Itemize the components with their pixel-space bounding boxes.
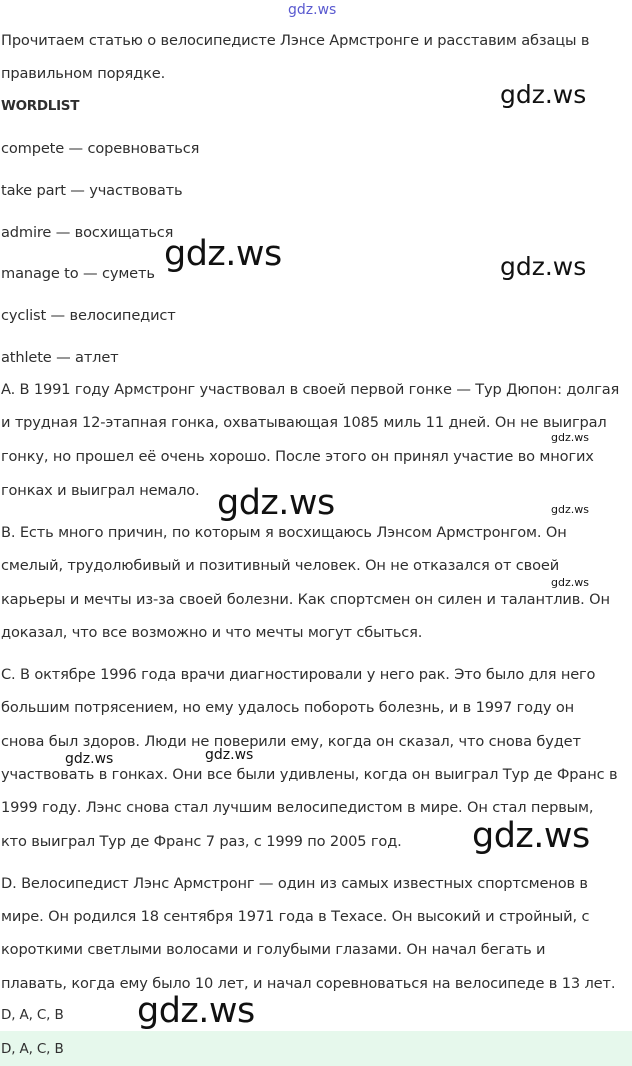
watermark: gdz.ws <box>551 431 589 444</box>
watermark: gdz.ws <box>205 747 254 763</box>
paragraph-d-line: D. Велосипедист Лэнс Армстронг — один из самых известных спортсменов в <box>1 875 588 892</box>
header-watermark: gdz.ws <box>288 2 337 18</box>
watermark: gdz.ws <box>500 252 587 281</box>
paragraph-c-line: большим потрясением, но ему удалось побороть болезнь, и в 1997 году он <box>1 699 575 716</box>
watermark: gdz.ws <box>65 751 114 767</box>
answer-text: D, A, C, B <box>1 1007 64 1023</box>
paragraph-a-line: гонках и выиграл немало. <box>1 482 200 499</box>
paragraph-a-line: A. В 1991 году Армстронг участвовал в своей первой гонке — Тур Дюпон: долгая <box>1 381 620 398</box>
watermark: gdz.ws <box>164 234 282 274</box>
paragraph-b-line: карьеры и мечты из-за своей болезни. Как спортсмен он силен и талантлив. Он <box>1 591 610 608</box>
wordlist-title: WORDLIST <box>1 98 80 114</box>
wordlist-item: manage to — суметь <box>1 265 155 282</box>
wordlist-item: athlete — атлет <box>1 349 119 366</box>
watermark: gdz.ws <box>137 991 255 1031</box>
wordlist-item: take part — участвовать <box>1 182 183 199</box>
paragraph-d-line: плавать, когда ему было 10 лет, и начал соревноваться на велосипеде в 13 лет. <box>1 975 616 992</box>
answer-highlight-box <box>0 1031 632 1066</box>
answer-highlighted-text: D, A, C, B <box>1 1041 64 1057</box>
watermark: gdz.ws <box>472 816 590 856</box>
paragraph-a-line: и трудная 12-этапная гонка, охватывающая 1085 миль 11 дней. Он не выиграл <box>1 414 607 431</box>
watermark: gdz.ws <box>217 483 335 523</box>
paragraph-d-line: короткими светлыми волосами и голубыми глазами. Он начал бегать и <box>1 941 546 958</box>
intro-line-2: правильном порядке. <box>1 65 166 82</box>
wordlist-item: compete — соревноваться <box>1 140 200 157</box>
paragraph-b-line: доказал, что все возможно и что мечты могут сбыться. <box>1 624 423 641</box>
watermark: gdz.ws <box>551 503 589 516</box>
wordlist-item: cyclist — велосипедист <box>1 307 176 324</box>
intro-line-1: Прочитаем статью о велосипедисте Лэнсе Армстронге и расставим абзацы в <box>1 32 590 49</box>
wordlist-item: admire — восхищаться <box>1 224 174 241</box>
paragraph-b-line: B. Есть много причин, по которым я восхищаюсь Лэнсом Армстронгом. Он <box>1 524 567 541</box>
paragraph-d-line: мире. Он родился 18 сентября 1971 года в Техасе. Он высокий и стройный, с <box>1 908 590 925</box>
paragraph-b-line: смелый, трудолюбивый и позитивный человек. Он не отказался от своей <box>1 557 560 574</box>
watermark: gdz.ws <box>500 80 587 109</box>
paragraph-c-line: участвовать в гонках. Они все были удивлены, когда он выиграл Тур де Франс в <box>1 766 618 783</box>
watermark: gdz.ws <box>551 576 589 589</box>
paragraph-c-line: C. В октябре 1996 года врачи диагностировали у него рак. Это было для него <box>1 666 596 683</box>
paragraph-c-line: 1999 году. Лэнс снова стал лучшим велосипедистом в мире. Он стал первым, <box>1 799 594 816</box>
paragraph-c-line: снова был здоров. Люди не поверили ему, когда он сказал, что снова будет <box>1 733 581 750</box>
paragraph-a-line: гонку, но прошел её очень хорошо. После этого он принял участие во многих <box>1 448 594 465</box>
paragraph-c-line: кто выиграл Тур де Франс 7 раз, с 1999 по 2005 год. <box>1 833 402 850</box>
